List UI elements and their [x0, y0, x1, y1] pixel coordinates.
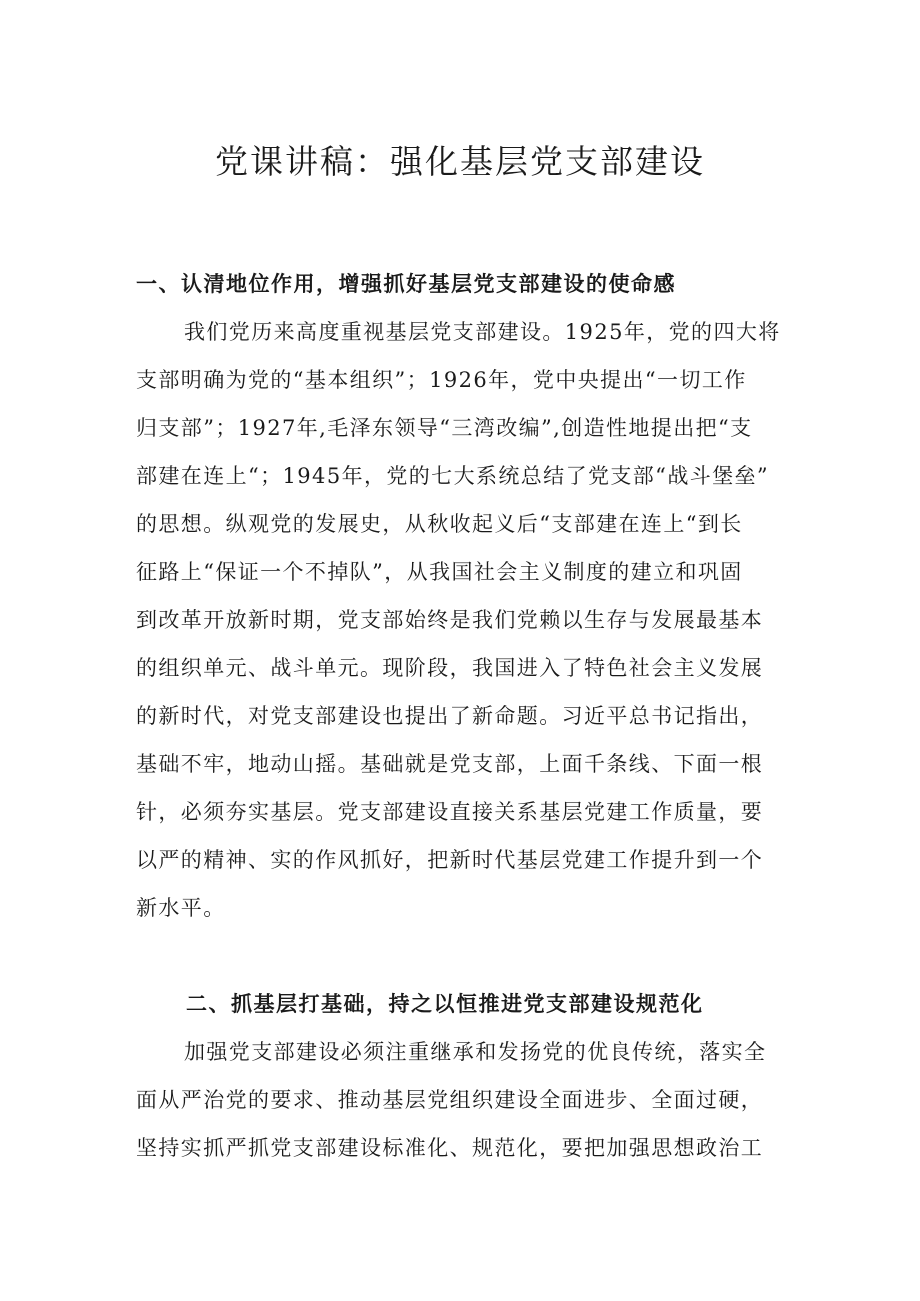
paragraph-line: 征路上“保证一个不掉队”，从我国社会主义制度的建立和巩固 [136, 560, 743, 584]
paragraph-line: 归支部”；1927年,毛泽东领导“三湾改编”,创造性地提出把“支 [136, 416, 753, 440]
paragraph-line: 的组织单元、战斗单元。现阶段，我国进入了特色社会主义发展 [136, 656, 764, 680]
paragraph-line: 加强党支部建设必须注重继承和发扬党的优良传统，落实全 [184, 1040, 767, 1064]
section-1-paragraph [136, 308, 788, 932]
document-title: 党课讲稿：强化基层党支部建设 [215, 142, 705, 181]
paragraph-line: 支部明确为党的“基本组织”；1926年，党中央提出“一切工作 [136, 368, 747, 392]
paragraph-line: 新水平。 [136, 896, 226, 920]
paragraph-line: 我们党历来高度重视基层党支部建设。1925年，党的四大将 [184, 320, 781, 344]
paragraph-line: 针，必须夯实基层。党支部建设直接关系基层党建工作质量，要 [136, 800, 764, 824]
paragraph-line: 部建在连上“；1945年，党的七大系统总结了党支部“战斗堡垒” [136, 464, 770, 488]
paragraph-line: 的思想。纵观党的发展史，从秋收起义后“支部建在连上“到长 [136, 512, 743, 536]
section-heading-1: 一、认清地位作用，增强抓好基层党支部建设的使命感 [136, 271, 676, 296]
paragraph-line: 基础不牢，地动山摇。基础就是党支部，上面千条线、下面一根 [136, 752, 764, 776]
paragraph-line: 到改革开放新时期，党支部始终是我们党赖以生存与发展最基本 [136, 608, 764, 632]
paragraph-line: 的新时代，对党支部建设也提出了新命题。习近平总书记指出， [136, 704, 764, 728]
paragraph-line: 坚持实抓严抓党支部建设标准化、规范化，要把加强思想政治工 [136, 1136, 764, 1160]
section-heading-2: 二、抓基层打基础，持之以恒推进党支部建设规范化 [186, 991, 704, 1016]
paragraph-line: 以严的精神、实的作风抓好，把新时代基层党建工作提升到一个 [136, 848, 764, 872]
paragraph-line: 面从严治党的要求、推动基层党组织建设全面进步、全面过硬， [136, 1088, 764, 1112]
section-2-paragraph [136, 1028, 788, 1172]
